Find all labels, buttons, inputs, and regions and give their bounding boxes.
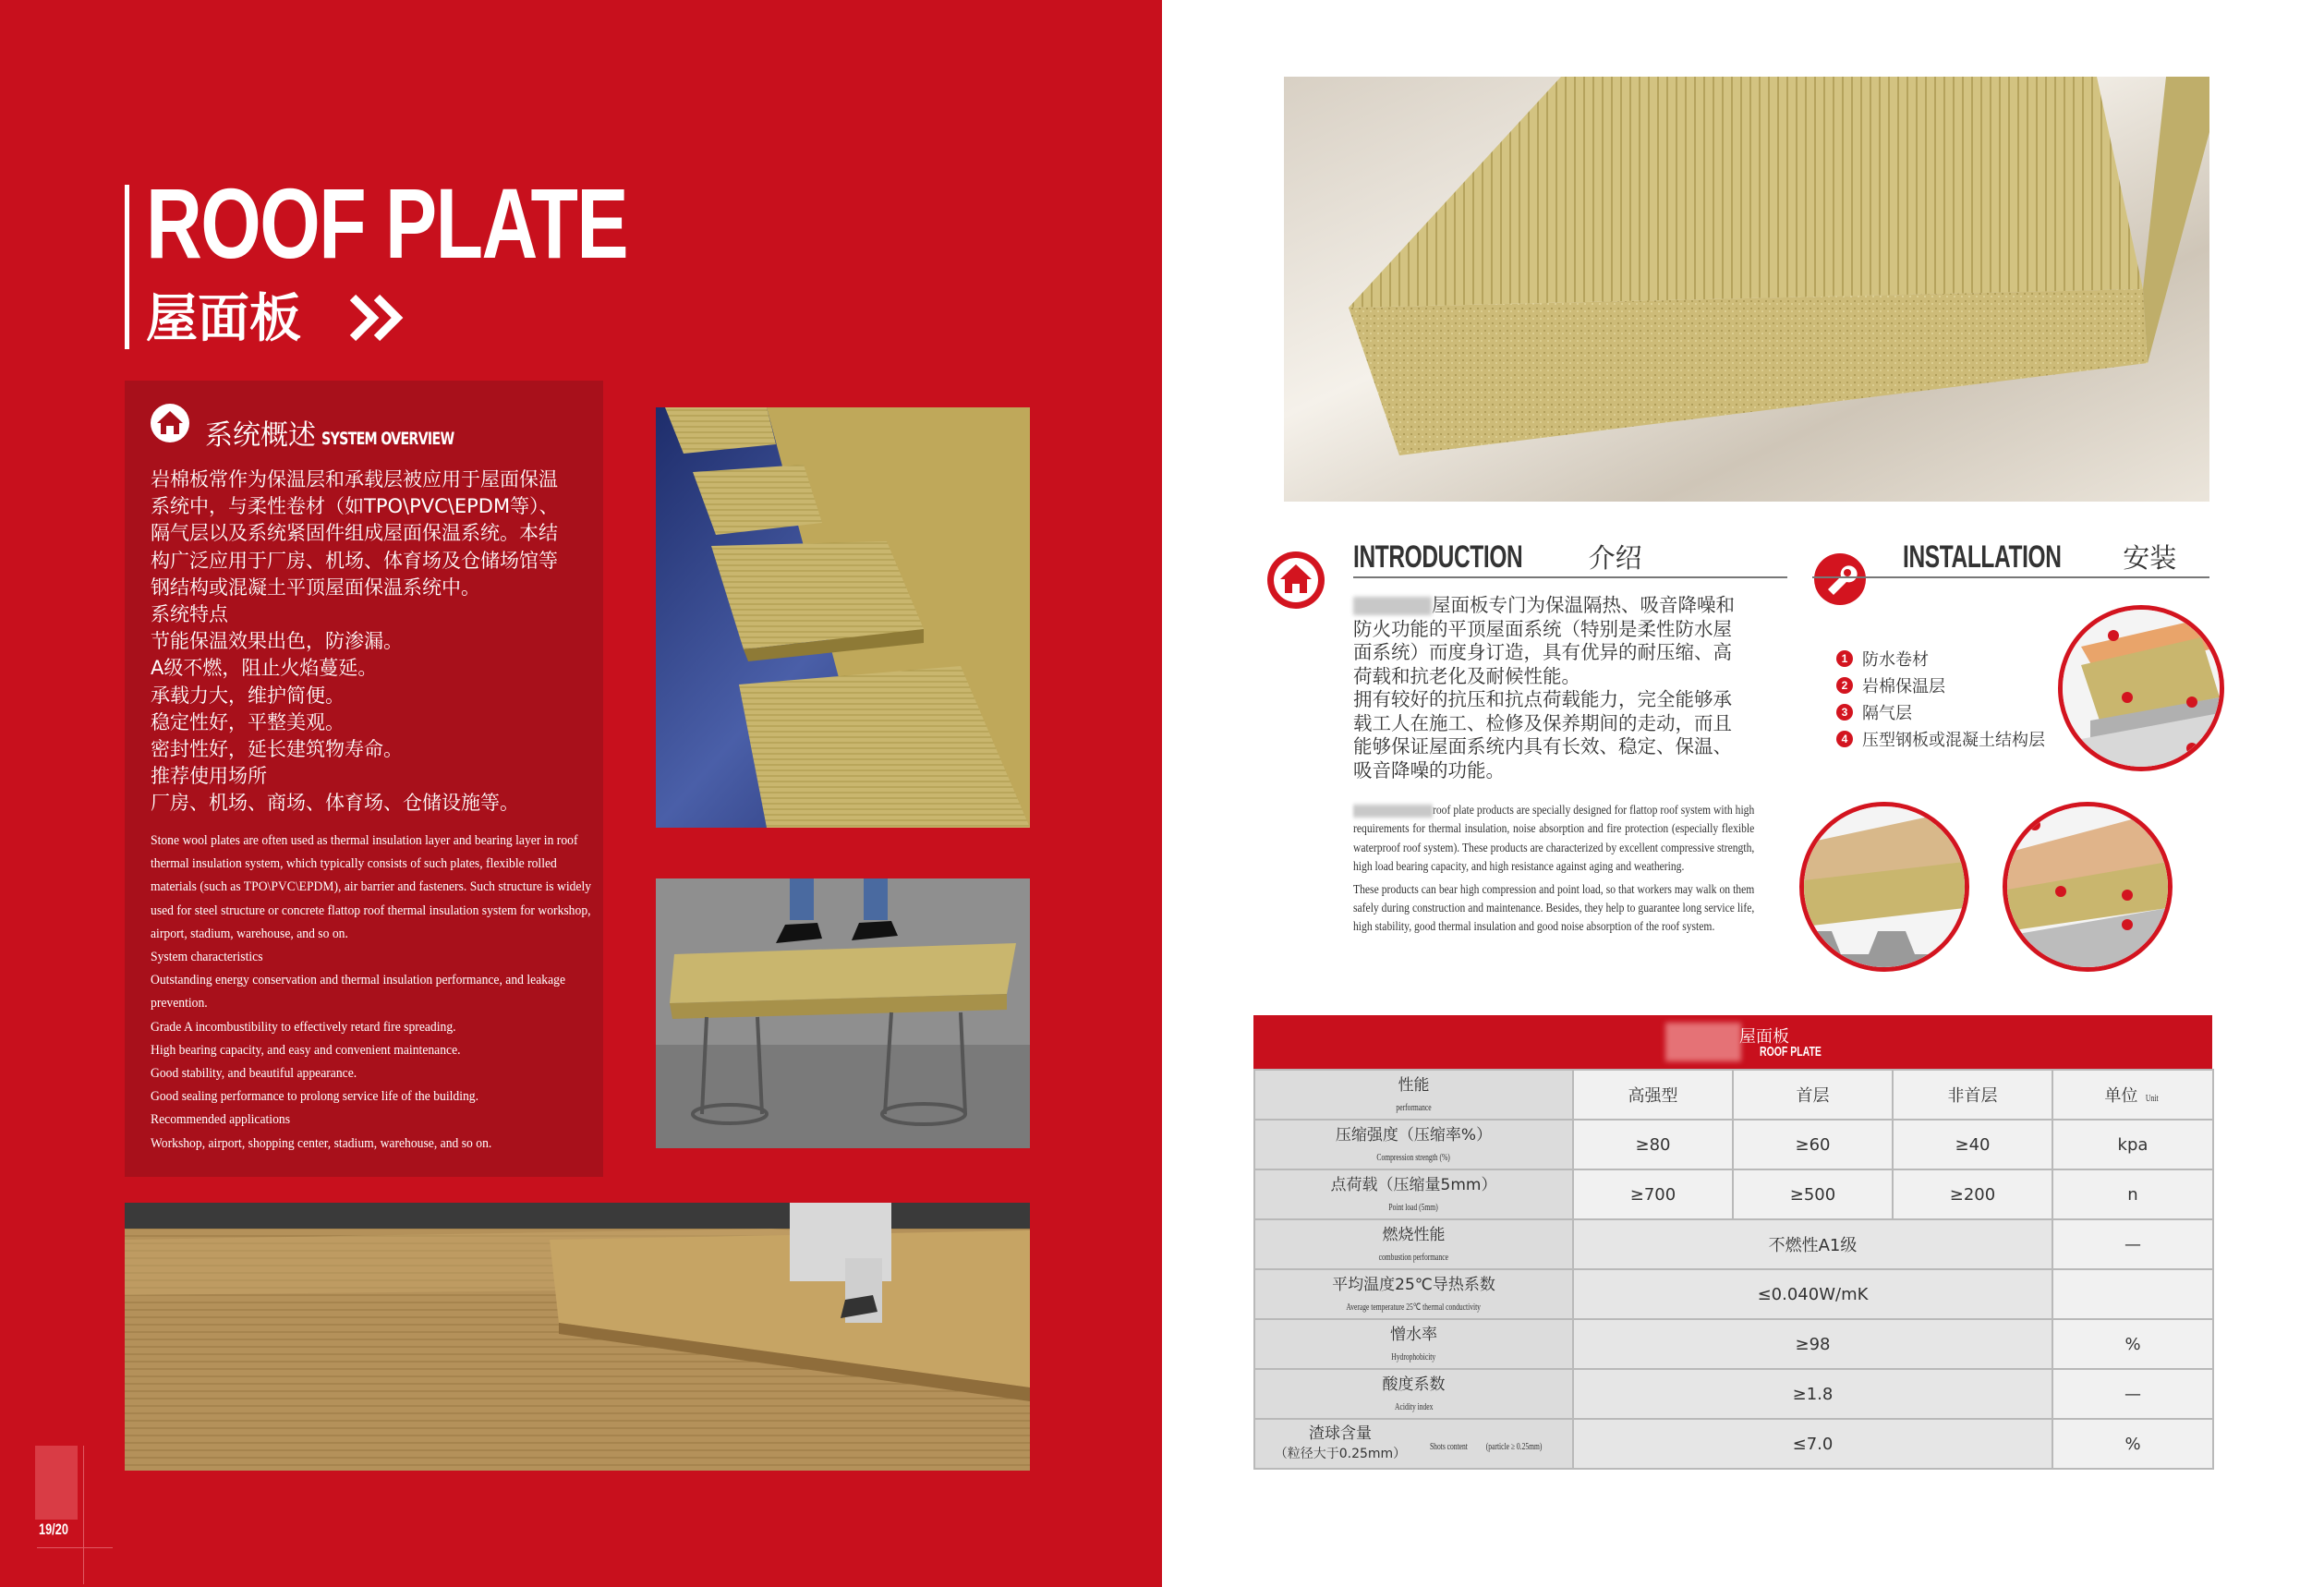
layer-item — [1836, 725, 2045, 752]
intro-cn-line: 能够保证屋面系统内具有长效、稳定、保温、 — [1353, 735, 1732, 757]
layer-item — [1836, 698, 2045, 725]
header-col-high-strength: 高强型 — [1573, 1070, 1733, 1120]
row-label: 点荷载（压缩量5mm） Point load (5mm) — [1254, 1169, 1573, 1219]
number-badge: 4 — [1836, 731, 1853, 747]
row-label: 酸度系数 Acidity index — [1254, 1369, 1573, 1419]
overview-en-line: materials (such as TPO\PVC\EPDM), air barrier and fasteners. Such structure is widely — [151, 879, 592, 895]
spec-table — [1253, 1069, 2214, 1470]
cell-unit: — — [2052, 1369, 2213, 1419]
header-unit: 单位 Unit — [2052, 1070, 2213, 1120]
cell-value: ≤0.040W/mK — [1573, 1269, 2052, 1319]
intro-en-paragraph-1: roof plate products are specially designed for flattop roof system with high requirements for thermal insulation, noise absorption and fire protection (especially flexible waterproof roof system). These products are characterized by excellent compressive strength, high load bearing capacity, and high resistance against aging and weathering. — [1353, 803, 1755, 874]
overview-en-line: System characteristics — [151, 950, 263, 965]
layer-item — [1836, 672, 2045, 698]
cell-value: ≥1.8 — [1573, 1369, 2052, 1419]
load-test-photo — [656, 878, 1030, 1148]
overview-cn-line: 厂房、机场、商场、体育场、仓储设施等。 — [151, 792, 519, 815]
cell-value: ≥700 — [1573, 1169, 1733, 1219]
cell-unit: — — [2052, 1219, 2213, 1269]
table-row — [1254, 1369, 2213, 1419]
cell-value: ≤7.0 — [1573, 1419, 2052, 1469]
intro-cn-line: 吸音降噪的功能。 — [1353, 758, 1505, 781]
number-badge: 3 — [1836, 704, 1853, 721]
number-badge: 1 — [1836, 650, 1853, 667]
overview-cn-line: A级不燃，阻止火焰蔓延。 — [151, 657, 378, 680]
introduction-rule — [1353, 576, 1787, 578]
double-chevron-right-icon — [349, 292, 406, 344]
table-header-row — [1254, 1070, 2213, 1120]
intro-en-paragraph-2: These products can bear high compression and point load, so that workers may walk on them safely during construction and maintenance. Besides, they help to guarantee long service life, high stability, good thermal insulation and good noise absorption of the roof system. — [1353, 881, 1755, 934]
overview-en-line: thermal insulation system, which typically consists of such plates, flexible rolled — [151, 856, 557, 872]
overview-en-line: High bearing capacity, and easy and convenient maintenance. — [151, 1042, 461, 1058]
overview-en-line: Good sealing performance to prolong service life of the building. — [151, 1089, 479, 1105]
installation-heading — [1903, 538, 2176, 575]
overview-title-cn: 系统概述 — [205, 419, 316, 452]
installation-photo — [125, 1203, 1030, 1471]
installation-layer-list — [1836, 645, 2045, 752]
overview-cn-line: 系统特点 — [151, 603, 228, 626]
overview-cn-line: 系统中，与柔性卷材（如TPO\PVC\EPDM等）、 — [151, 495, 559, 518]
overview-cn-line: 岩棉板常作为保温层和承载层被应用于屋面保温 — [151, 468, 558, 491]
spec-table-title-en: ROOF PLATE — [1760, 1044, 1822, 1060]
overview-cn-line: 稳定性好，平整美观。 — [151, 710, 345, 733]
concrete-deck-diagram — [2003, 802, 2173, 972]
overview-en-line: Workshop, airport, shopping center, stadium, warehouse, and so on. — [151, 1135, 492, 1151]
introduction-text-cn — [1353, 594, 1760, 782]
overview-cn-line: 节能保温效果出色，防渗漏。 — [151, 630, 403, 653]
layer-item — [1836, 645, 2045, 672]
overview-cn-line: 钢结构或混凝土平顶屋面保温系统中。 — [151, 575, 480, 599]
home-icon — [150, 403, 190, 443]
spec-table-title-cn: 屋面板 — [1739, 1027, 1789, 1047]
steel-deck-diagram — [1799, 802, 1969, 972]
overview-en-line: Grade A incombustibility to effectively retard fire spreading. — [151, 1019, 456, 1035]
overview-text-cn — [151, 466, 585, 818]
header-col-non-first-layer: 非首层 — [1893, 1070, 2052, 1120]
introduction-text-en — [1353, 801, 1754, 937]
intro-cn-line: 荷载和抗老化及耐候性能。 — [1353, 664, 1580, 687]
installation-title-cn: 安装 — [2123, 542, 2177, 574]
table-row — [1254, 1219, 2213, 1269]
redacted-brand — [1353, 805, 1433, 818]
overview-en-line: prevention. — [151, 996, 208, 1012]
cell-value: ≥500 — [1733, 1169, 1893, 1219]
roof-layers-diagram — [2058, 605, 2224, 771]
intro-cn-line: 拥有较好的抗压和抗点荷载能力，完全能够承 — [1353, 688, 1732, 710]
page-mark-line-vertical — [83, 1446, 84, 1584]
overview-text-en — [151, 830, 592, 1156]
intro-cn-line: 防火功能的平顶屋面系统（特别是柔性防水屋 — [1353, 617, 1732, 640]
overview-cn-line: 推荐使用场所 — [151, 765, 267, 788]
cell-value: ≥60 — [1733, 1120, 1893, 1169]
introduction-heading — [1353, 538, 1642, 575]
table-row — [1254, 1319, 2213, 1369]
intro-cn-line: 面系统）而度身订造，具有优异的耐压缩、高 — [1353, 641, 1732, 663]
installation-title-en: INSTALLATION — [1903, 539, 2062, 575]
introduction-title-en: INTRODUCTION — [1353, 539, 1523, 575]
number-badge: 2 — [1836, 677, 1853, 694]
overview-en-line: Recommended applications — [151, 1112, 291, 1128]
cell-value: ≥98 — [1573, 1319, 2052, 1369]
page-number: 19/20 — [39, 1520, 68, 1538]
table-row — [1254, 1169, 2213, 1219]
row-label: 渣球含量 （粒径大于0.25mm） Shots content (particle ≥ 0.25mm) — [1254, 1419, 1573, 1469]
page-title-cn: 屋面板 — [146, 289, 301, 349]
row-label: 压缩强度（压缩率%） Compression strength (%) — [1254, 1120, 1573, 1169]
intro-cn-line: 屋面板专门为保温隔热、吸音降噪和 — [1353, 594, 1760, 618]
system-overview-heading — [205, 412, 498, 453]
cell-value: ≥40 — [1893, 1120, 2052, 1169]
cell-value: ≥200 — [1893, 1169, 2052, 1219]
table-row — [1254, 1120, 2213, 1169]
table-row — [1254, 1419, 2213, 1469]
layer-label: 隔气层 — [1862, 703, 1912, 723]
roof-boards-photo — [656, 407, 1030, 828]
table-row — [1254, 1269, 2213, 1319]
cell-value: 不燃性A1级 — [1573, 1219, 2052, 1269]
wrench-icon — [1813, 552, 1867, 606]
page-mark-decoration — [35, 1446, 78, 1520]
layer-label: 防水卷材 — [1862, 649, 1929, 670]
redacted-brand — [1353, 597, 1432, 615]
installation-rule — [1812, 576, 2209, 578]
cell-unit — [2052, 1269, 2213, 1319]
header-col-first-layer: 首层 — [1733, 1070, 1893, 1120]
rock-wool-board-photo — [1284, 77, 2209, 502]
overview-cn-line: 承载力大，维护简便。 — [151, 684, 345, 707]
page-title-en: ROOF PLATE — [146, 167, 628, 279]
row-label: 憎水率 Hydrophobicity — [1254, 1319, 1573, 1369]
cell-value: ≥80 — [1573, 1120, 1733, 1169]
overview-cn-line: 密封性好，延长建筑物寿命。 — [151, 738, 403, 761]
header-performance: 性能 performance — [1254, 1070, 1573, 1120]
overview-en-line: used for steel structure or concrete flattop roof thermal insulation system for workshop, — [151, 903, 591, 918]
layer-label: 压型钢板或混凝土结构层 — [1862, 730, 2045, 750]
title-accent-bar — [125, 185, 129, 349]
introduction-title-cn: 介绍 — [1588, 542, 1642, 574]
layer-label: 岩棉保温层 — [1862, 676, 1945, 697]
overview-en-line: Stone wool plates are often used as thermal insulation layer and bearing layer in roof — [151, 833, 578, 848]
cell-unit: % — [2052, 1419, 2213, 1469]
cell-unit: n — [2052, 1169, 2213, 1219]
page-mark-line-horizontal — [37, 1547, 113, 1548]
cell-unit: kpa — [2052, 1120, 2213, 1169]
overview-en-line: Outstanding energy conservation and thermal insulation performance, and leakage — [151, 973, 566, 988]
home-icon — [1265, 550, 1326, 611]
overview-en-line: Good stability, and beautiful appearance. — [151, 1066, 357, 1082]
row-label: 燃烧性能 combustion performance — [1254, 1219, 1573, 1269]
intro-cn-line: 载工人在施工、检修及保养期间的走动，而且 — [1353, 711, 1732, 734]
overview-en-line: airport, stadium, warehouse, and so on. — [151, 926, 348, 941]
row-label: 平均温度25℃导热系数 Average temperature 25℃ thermal conductivity — [1254, 1269, 1573, 1319]
redacted-brand — [1665, 1023, 1741, 1061]
overview-cn-line: 隔气层以及系统紧固件组成屋面保温系统。本结 — [151, 522, 558, 545]
cell-unit: % — [2052, 1319, 2213, 1369]
overview-cn-line: 构广泛应用于厂房、机场、体育场及仓储场馆等 — [151, 549, 558, 572]
overview-title-en: SYSTEM OVERVIEW — [321, 429, 454, 449]
